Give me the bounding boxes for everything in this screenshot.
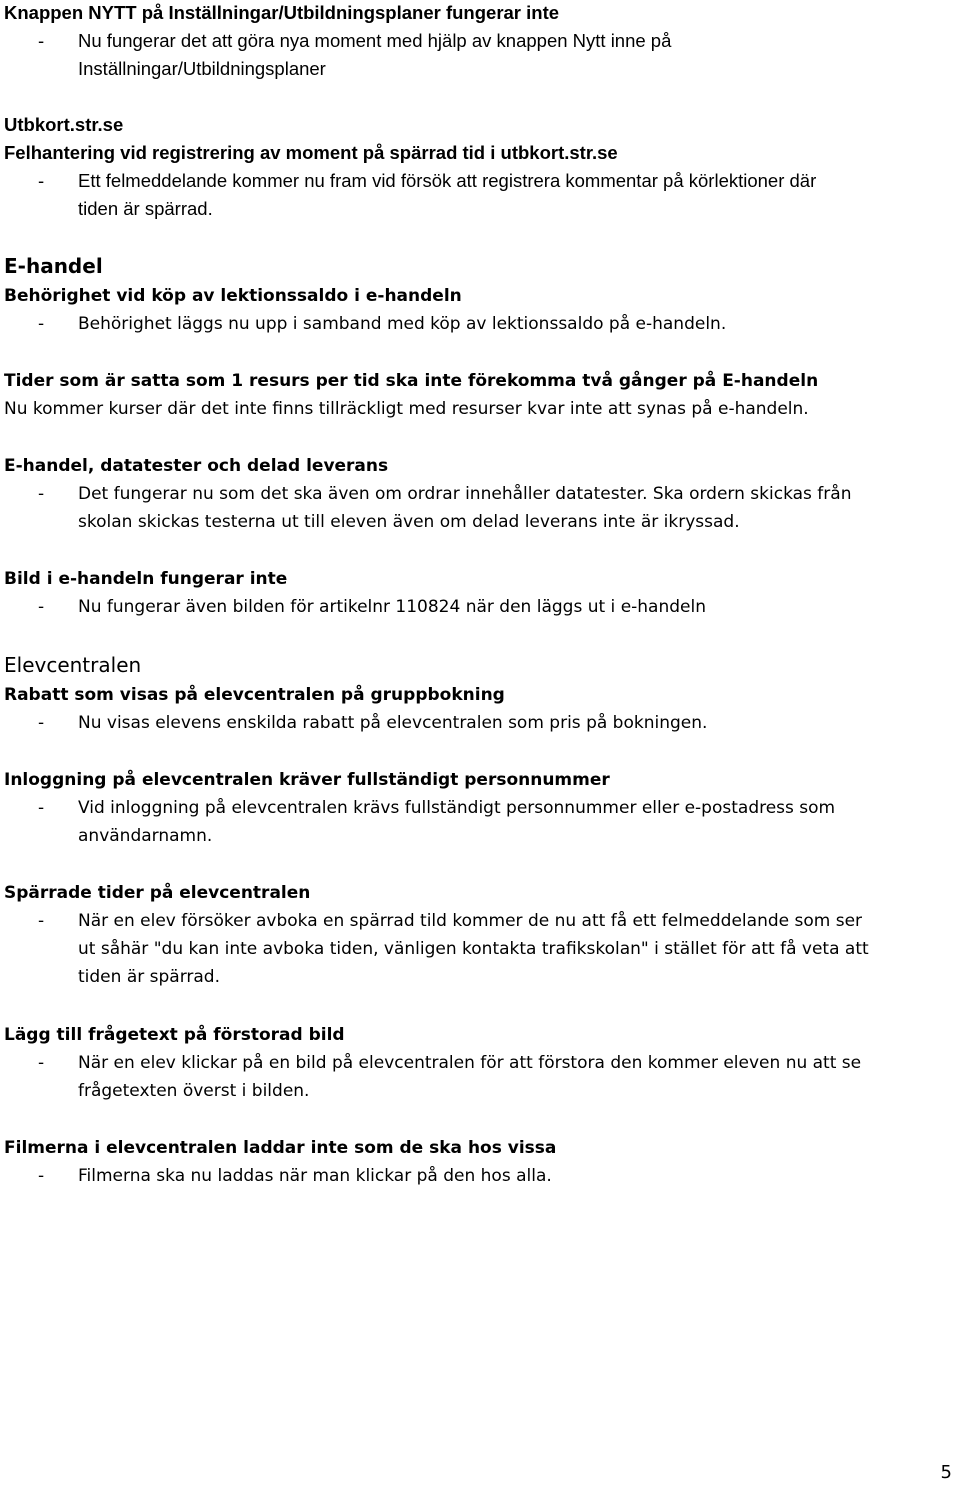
bullet-text: Nu visas elevens enskilda rabatt på elevcentralen som pris på bokningen.: [78, 713, 708, 733]
bullet-text: Nu fungerar det att göra nya moment med hjälp av knappen Nytt inne på: [78, 30, 672, 51]
bullet-text: Filmerna ska nu laddas när man klickar på den hos alla.: [78, 1166, 552, 1186]
bullet-dash: -: [38, 1166, 45, 1186]
bullet-text: skolan skickas testerna ut till eleven även om delad leverans inte är ikryssad.: [78, 512, 740, 532]
section-title: Elevcentralen: [4, 653, 142, 677]
bullet-text: användarnamn.: [78, 826, 213, 846]
section-heading: Felhantering vid registrering av moment på spärrad tid i utbkort.str.se: [4, 142, 618, 163]
bullet-text: När en elev klickar på en bild på elevcentralen för att förstora den kommer eleven nu att se: [78, 1053, 862, 1073]
section-heading: Lägg till frågetext på förstorad bild: [4, 1025, 345, 1045]
bullet-text: tiden är spärrad.: [78, 198, 213, 219]
bullet-text: Inställningar/Utbildningsplaner: [78, 58, 326, 79]
bullet-dash: -: [38, 170, 45, 191]
page-number: 5: [940, 1462, 952, 1483]
section-title: Utbkort.str.se: [4, 114, 124, 135]
bullet-text: ut såhär "du kan inte avboka tiden, vänligen kontakta trafikskolan" i stället för att få veta att: [78, 939, 869, 959]
bullet-dash: -: [38, 798, 45, 818]
bullet-dash: -: [38, 314, 45, 334]
bullet-dash: -: [38, 713, 45, 733]
body-text: Nu kommer kurser där det inte finns tillräckligt med resurser kvar inte att synas på e-handeln.: [4, 399, 809, 419]
bullet-dash: -: [38, 911, 45, 931]
bullet-dash: -: [38, 597, 45, 617]
bullet-text: Ett felmeddelande kommer nu fram vid försök att registrera kommentar på körlektioner där: [78, 170, 817, 191]
section-heading: Inloggning på elevcentralen kräver fullständigt personnummer: [4, 770, 610, 790]
bullet-text: Vid inloggning på elevcentralen krävs fullständigt personnummer eller e-postadress som: [78, 798, 836, 818]
bullet-dash: -: [38, 1053, 45, 1073]
section-heading: Spärrade tider på elevcentralen: [4, 883, 311, 903]
section-heading: Behörighet vid köp av lektionssaldo i e-handeln: [4, 286, 462, 306]
bullet-text: Behörighet läggs nu upp i samband med köp av lektionssaldo på e-handeln.: [78, 314, 727, 334]
bullet-text: Nu fungerar även bilden för artikelnr 110824 när den läggs ut i e-handeln: [78, 597, 706, 617]
section-heading: E-handel, datatester och delad leverans: [4, 456, 389, 476]
bullet-text: När en elev försöker avboka en spärrad tild kommer de nu att få ett felmeddelande som ser: [78, 911, 863, 931]
section-title: E-handel: [4, 254, 103, 278]
bullet-text: frågetexten överst i bilden.: [78, 1081, 310, 1101]
section-heading: Knappen NYTT på Inställningar/Utbildningsplaner fungerar inte: [4, 2, 560, 23]
section-heading: Bild i e-handeln fungerar inte: [4, 569, 288, 589]
bullet-text: tiden är spärrad.: [78, 967, 220, 987]
section-heading: Rabatt som visas på elevcentralen på gruppbokning: [4, 685, 505, 705]
bullet-dash: -: [38, 30, 45, 51]
bullet-dash: -: [38, 484, 45, 504]
section-heading: Tider som är satta som 1 resurs per tid ska inte förekomma två gånger på E-handeln: [4, 371, 819, 391]
section-heading: Filmerna i elevcentralen laddar inte som de ska hos vissa: [4, 1138, 557, 1158]
bullet-text: Det fungerar nu som det ska även om ordrar innehåller datatester. Ska ordern skickas från: [78, 484, 852, 504]
